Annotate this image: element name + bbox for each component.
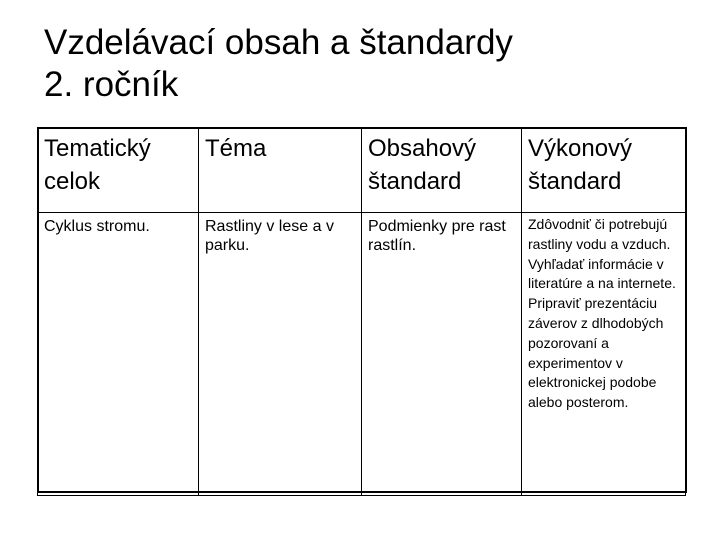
slide-title-line-1: Vzdelávací obsah a štandardy bbox=[44, 23, 513, 62]
header-performance-standard: Výkonový štandard bbox=[522, 128, 686, 213]
performance-item: Pripraviť prezentáciu záverov z dlhodobých pozorovaní a experimentov v elektronickej podobe alebo posterom. bbox=[528, 295, 664, 411]
header-topic: Téma bbox=[199, 128, 362, 213]
table-header-row bbox=[38, 128, 686, 213]
standards-table bbox=[37, 127, 686, 496]
slide-title bbox=[44, 22, 684, 106]
cell-thematic-unit: Cyklus stromu. bbox=[38, 213, 199, 496]
performance-item: Zdôvodniť či potrebujú rastliny vodu a vzduch. bbox=[528, 216, 671, 252]
cell-topic: Rastliny v lese a v parku. bbox=[199, 213, 362, 496]
cell-content-standard: Podmienky pre rast rastlín. bbox=[362, 213, 522, 496]
performance-item: Vyhľadať informácie v literatúre a na internete. bbox=[528, 255, 676, 292]
table-row bbox=[38, 213, 686, 496]
cell-performance-standard bbox=[522, 213, 686, 496]
header-content-standard: Obsahový štandard bbox=[362, 128, 522, 213]
slide-title-line-2: 2. ročník bbox=[44, 65, 179, 104]
header-thematic-unit: Tematický celok bbox=[38, 128, 199, 213]
